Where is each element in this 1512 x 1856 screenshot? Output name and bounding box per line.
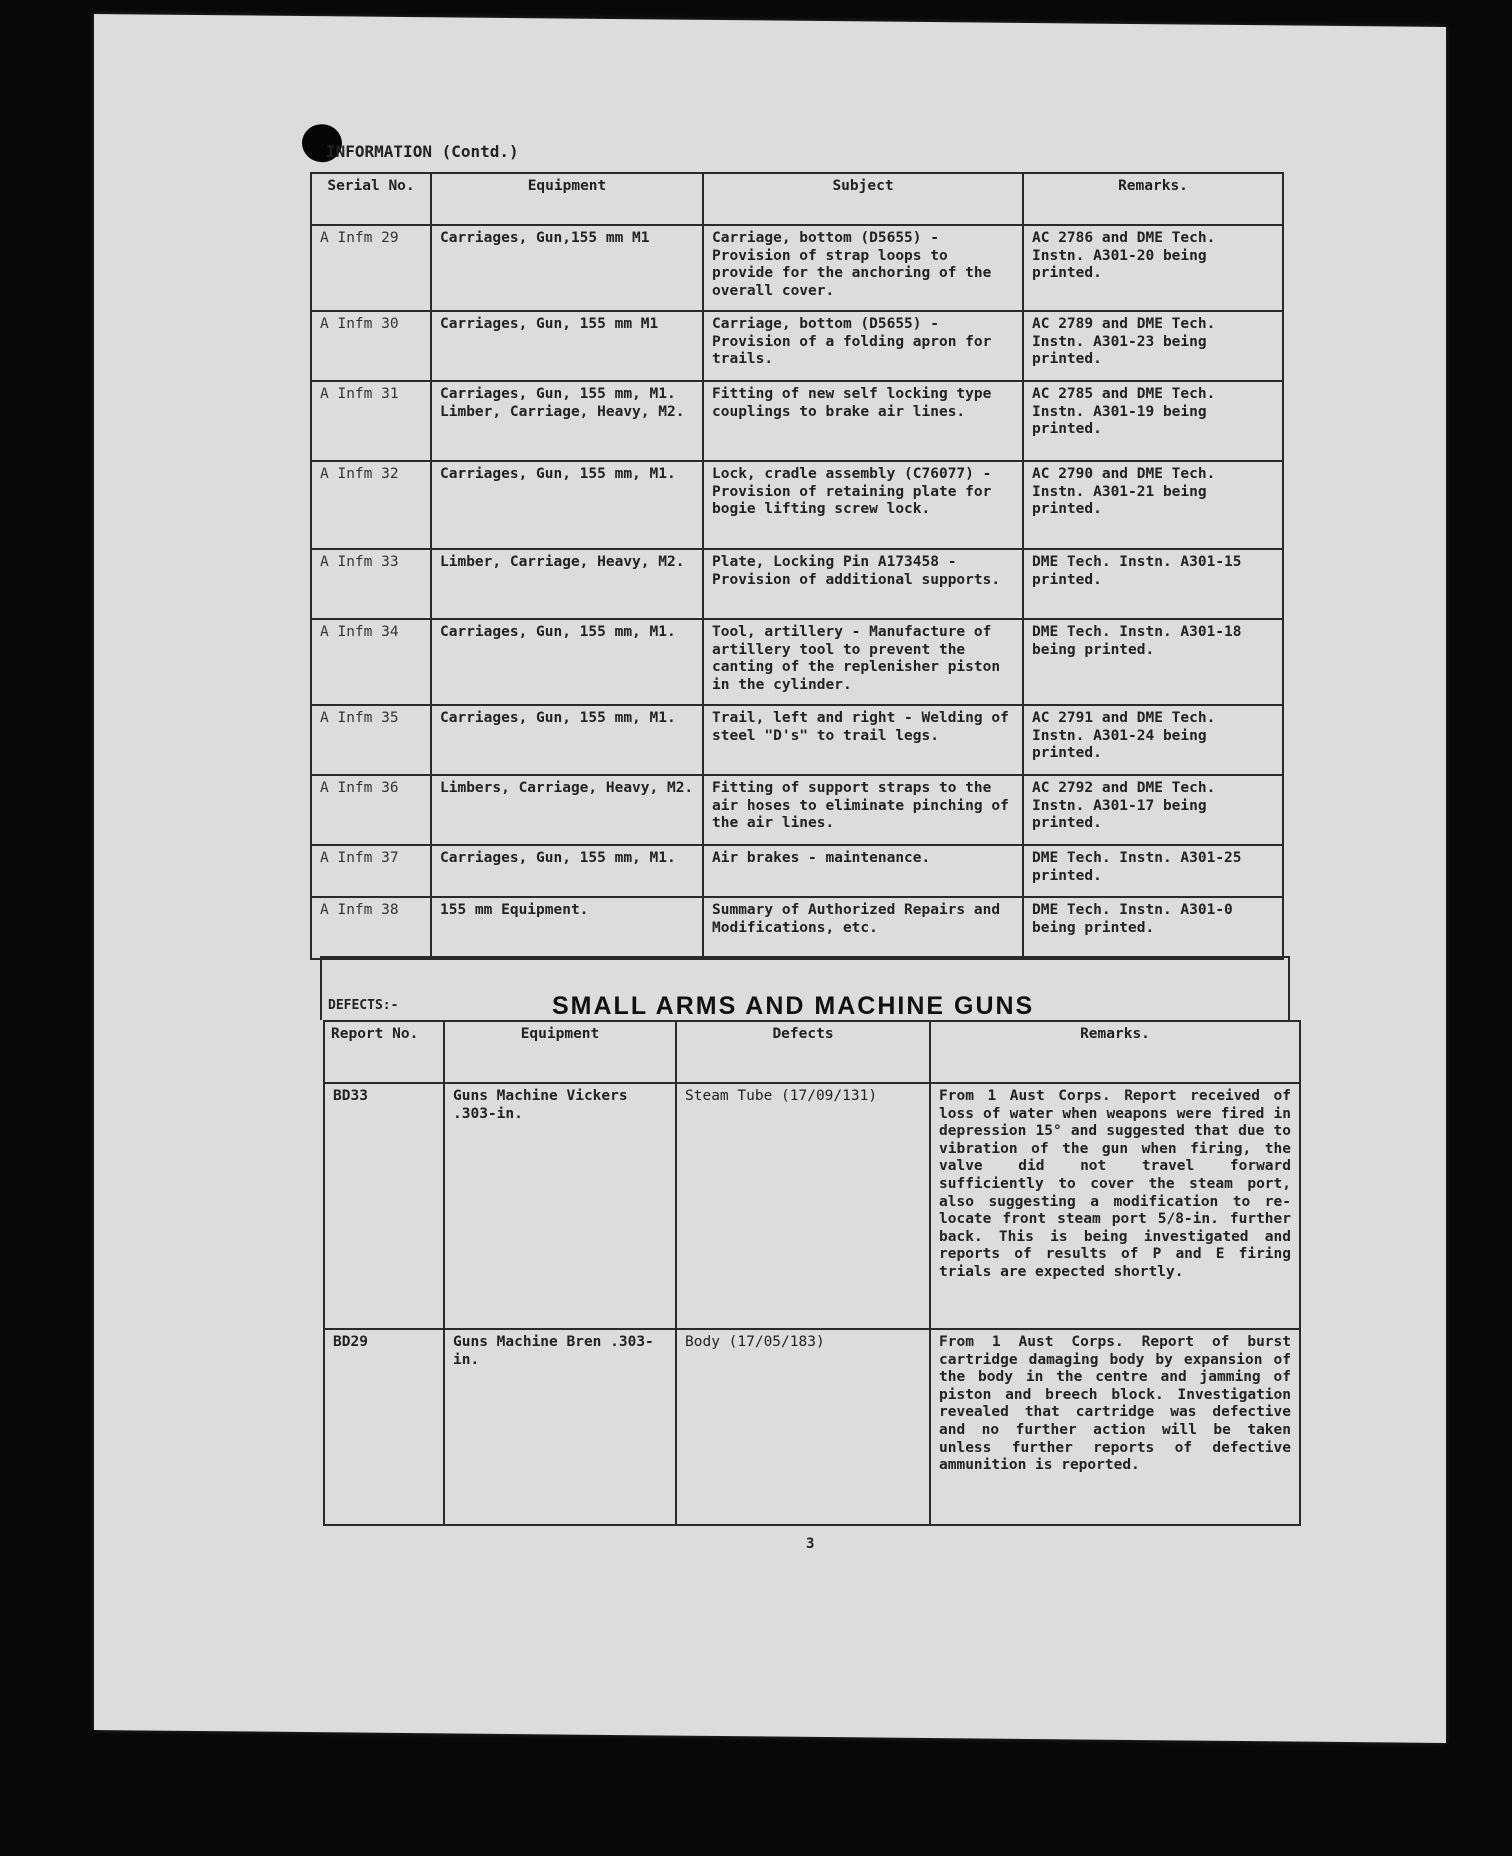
serial-cell: A Infm 34 xyxy=(311,619,431,705)
serial-cell: A Infm 35 xyxy=(311,705,431,775)
information-table-body xyxy=(311,225,1283,959)
remarks-cell: DME Tech. Instn. A301-25 printed. xyxy=(1023,845,1283,897)
defects-section-bar xyxy=(320,956,1290,1020)
serial-cell: A Infm 31 xyxy=(311,381,431,461)
equipment-cell: Carriages, Gun, 155 mm, M1. xyxy=(431,845,703,897)
table-row xyxy=(324,1083,1300,1329)
table-row xyxy=(311,461,1283,549)
table-row xyxy=(311,225,1283,311)
serial-cell: A Infm 33 xyxy=(311,549,431,619)
remarks-cell: AC 2785 and DME Tech. Instn. A301-19 being printed. xyxy=(1023,381,1283,461)
equipment-cell: Carriages, Gun, 155 mm, M1. xyxy=(431,461,703,549)
remarks-cell: AC 2789 and DME Tech. Instn. A301-23 being printed. xyxy=(1023,311,1283,381)
information-table xyxy=(310,172,1284,960)
table-row xyxy=(311,845,1283,897)
equipment-cell: Limbers, Carriage, Heavy, M2. xyxy=(431,775,703,845)
defects-table xyxy=(323,1020,1301,1526)
report-cell: BD33 xyxy=(324,1083,444,1329)
page-number: 3 xyxy=(806,1536,815,1552)
header-report-no: Report No. xyxy=(324,1021,444,1083)
serial-cell: A Infm 32 xyxy=(311,461,431,549)
remarks-cell: From 1 Aust Corps. Report of burst cartridge damaging body by expansion of the body in the centre and jamming of piston and breech block. Investigation revealed that cartridge was defective and no further action will be taken unless further reports of defective ammunition is reported. xyxy=(930,1329,1300,1525)
table-row xyxy=(311,381,1283,461)
equipment-cell: Carriages, Gun, 155 mm, M1. xyxy=(431,705,703,775)
equipment-cell: Carriages, Gun, 155 mm M1 xyxy=(431,311,703,381)
header-subject: Subject xyxy=(703,173,1023,225)
table-row xyxy=(311,705,1283,775)
equipment-cell: Limber, Carriage, Heavy, M2. xyxy=(431,549,703,619)
table-row xyxy=(311,549,1283,619)
serial-cell: A Infm 30 xyxy=(311,311,431,381)
subject-cell: Carriage, bottom (D5655) - Provision of a folding apron for trails. xyxy=(703,311,1023,381)
subject-cell: Carriage, bottom (D5655) - Provision of strap loops to provide for the anchoring of the overall cover. xyxy=(703,225,1023,311)
section-title: SMALL ARMS AND MACHINE GUNS xyxy=(552,992,1035,1020)
serial-cell: A Infm 38 xyxy=(311,897,431,959)
remarks-cell: AC 2786 and DME Tech. Instn. A301-20 being printed. xyxy=(1023,225,1283,311)
subject-cell: Lock, cradle assembly (C76077) - Provision of retaining plate for bogie lifting screw lock. xyxy=(703,461,1023,549)
equipment-cell: 155 mm Equipment. xyxy=(431,897,703,959)
equipment-cell: Carriages, Gun, 155 mm, M1. xyxy=(431,619,703,705)
remarks-cell: From 1 Aust Corps. Report received of loss of water when weapons were fired in depression 15° and suggested that due to vibration of the gun when firing, the valve did not travel forward sufficiently to cover the steam port, also suggesting a modification to re-locate front steam port 5/8-in. further back. This is being investigated and reports of results of P and E firing trials are expected shortly. xyxy=(930,1083,1300,1329)
subject-cell: Fitting of new self locking type couplings to brake air lines. xyxy=(703,381,1023,461)
serial-cell: A Infm 37 xyxy=(311,845,431,897)
remarks-cell: DME Tech. Instn. A301-15 printed. xyxy=(1023,549,1283,619)
table-row xyxy=(311,775,1283,845)
serial-cell: A Infm 29 xyxy=(311,225,431,311)
remarks-cell: AC 2791 and DME Tech. Instn. A301-24 being printed. xyxy=(1023,705,1283,775)
header-defects: Defects xyxy=(676,1021,930,1083)
header-remarks: Remarks. xyxy=(930,1021,1300,1083)
header-equipment: Equipment xyxy=(431,173,703,225)
remarks-cell: AC 2790 and DME Tech. Instn. A301-21 being printed. xyxy=(1023,461,1283,549)
subject-cell: Trail, left and right - Welding of steel "D's" to trail legs. xyxy=(703,705,1023,775)
defects-table-body xyxy=(324,1083,1300,1525)
defect-cell: Steam Tube (17/09/131) xyxy=(676,1083,930,1329)
equipment-cell: Guns Machine Vickers .303-in. xyxy=(444,1083,676,1329)
report-cell: BD29 xyxy=(324,1329,444,1525)
subject-cell: Summary of Authorized Repairs and Modifications, etc. xyxy=(703,897,1023,959)
equipment-cell: Carriages, Gun,155 mm M1 xyxy=(431,225,703,311)
serial-cell: A Infm 36 xyxy=(311,775,431,845)
subject-cell: Fitting of support straps to the air hoses to eliminate pinching of the air lines. xyxy=(703,775,1023,845)
subject-cell: Plate, Locking Pin A173458 - Provision of additional supports. xyxy=(703,549,1023,619)
remarks-cell: DME Tech. Instn. A301-18 being printed. xyxy=(1023,619,1283,705)
header-serial-no: Serial No. xyxy=(311,173,431,225)
subject-cell: Tool, artillery - Manufacture of artillery tool to prevent the canting of the replenisher piston in the cylinder. xyxy=(703,619,1023,705)
table-row xyxy=(311,311,1283,381)
table-row xyxy=(311,897,1283,959)
subject-cell: Air brakes - maintenance. xyxy=(703,845,1023,897)
table-row xyxy=(324,1329,1300,1525)
defect-cell: Body (17/05/183) xyxy=(676,1329,930,1525)
defects-label: DEFECTS:- xyxy=(328,998,399,1013)
equipment-cell: Carriages, Gun, 155 mm, M1. Limber, Carriage, Heavy, M2. xyxy=(431,381,703,461)
remarks-cell: DME Tech. Instn. A301-0 being printed. xyxy=(1023,897,1283,959)
page-heading: INFORMATION (Contd.) xyxy=(326,142,519,161)
header-remarks: Remarks. xyxy=(1023,173,1283,225)
header-equipment: Equipment xyxy=(444,1021,676,1083)
equipment-cell: Guns Machine Bren .303-in. xyxy=(444,1329,676,1525)
remarks-cell: AC 2792 and DME Tech. Instn. A301-17 being printed. xyxy=(1023,775,1283,845)
table-row xyxy=(311,619,1283,705)
